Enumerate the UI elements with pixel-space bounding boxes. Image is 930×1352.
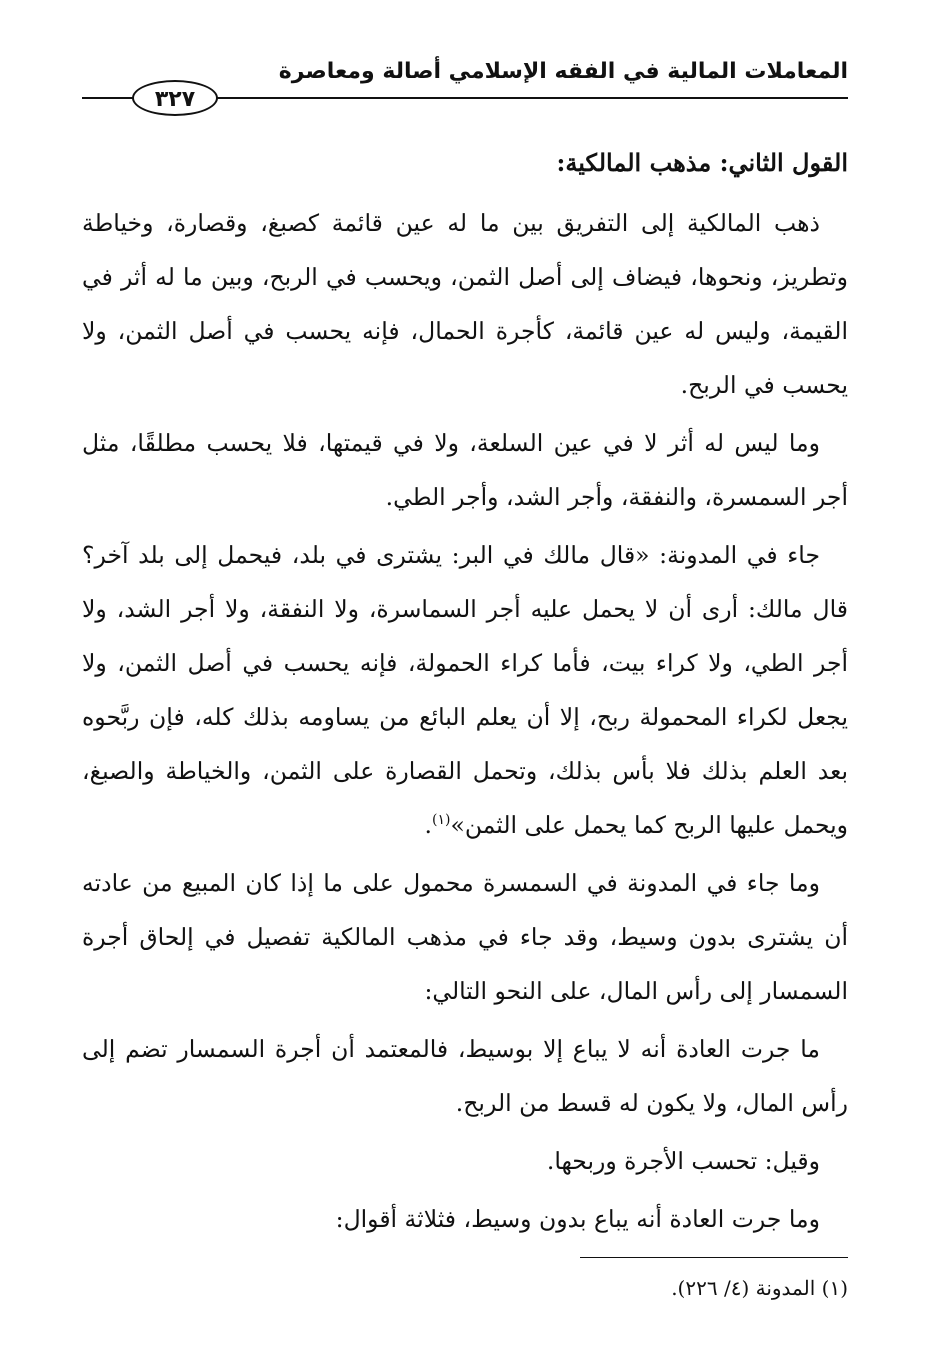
quote-paragraph [82, 528, 848, 852]
paragraph: وما ليس له أثر لا في عين السلعة، ولا في قيمتها، فلا يحسب مطلقًا، مثل أجر السمسرة، والنفقة، وأجر الشد، وأجر الطي. [82, 429, 848, 511]
paragraph: وما جرت العادة أنه يباع بدون وسيط، فثلاثة أقوال: [335, 1205, 820, 1233]
quote-text: جاء في المدونة: «قال مالك في البر: يشترى في بلد، فيحمل إلى بلد آخر؟ قال مالك: أرى أن لا يحمل عليه أجر السماسرة، ولا النفقة، ولا أجر الشد، ولا أجر الطي، ولا كراء بيت، فأما كراء الحمولة، فإنه يحسب في أصل الثمن، ولا يجعل لكراء المحمولة ربح، إلا أن يعلم البائع من يساومه بذلك كله، فإن ربَّحوه بعد العلم بذلك فلا بأس بذلك، وتحمل القصارة على الثمن، والخياطة والصبغ، ويحمل عليها الربح كما يحمل على الثمن» [82, 541, 848, 839]
footnote-reference[interactable]: (١) [431, 812, 451, 829]
quote-end: . [424, 811, 432, 839]
page-number: ٣٢٧ [132, 80, 218, 116]
footnote: (١) المدونة (٤/ ٢٢٦). [671, 1276, 848, 1300]
section-heading: القول الثاني: مذهب المالكية: [556, 148, 848, 177]
footnote-rule [580, 1257, 848, 1258]
paragraph: وما جاء في المدونة في السمسرة محمول على ما إذا كان المبيع من عادته أن يشترى بدون وسيط، وقد جاء في مذهب المالكية تفصيل في إلحاق أجرة السمسار إلى رأس المال، على النحو التالي: [82, 869, 848, 1005]
paragraph: ذهب المالكية إلى التفريق بين ما له عين قائمة كصبغ، وقصارة، وخياطة وتطريز، ونحوها، فيضاف إلى أصل الثمن، ويحسب في الربح، وبين ما له أثر في القيمة، وليس له عين قائمة، كأجرة الحمال، فإنه يحسب في أصل الثمن، ولا يحسب في الربح. [82, 209, 848, 399]
paragraph: ما جرت العادة أنه لا يباع إلا بوسيط، فالمعتمد أن أجرة السمسار تضم إلى رأس المال، ولا يكون له قسط من الربح. [82, 1035, 848, 1117]
running-header: المعاملات المالية في الفقه الإسلامي أصالة ومعاصرة [278, 59, 848, 84]
paragraph: وقيل: تحسب الأجرة وربحها. [546, 1147, 820, 1175]
main-text [82, 136, 848, 1250]
